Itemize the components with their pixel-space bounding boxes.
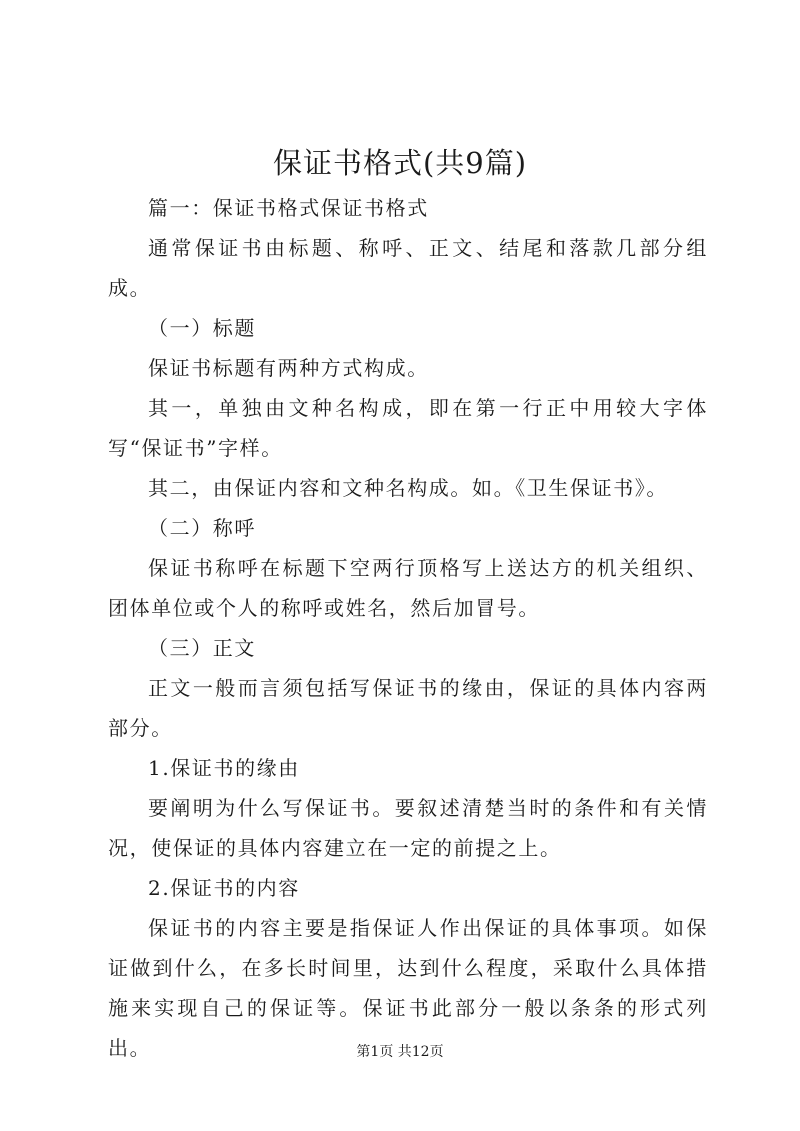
paragraph-salutation: 保证书称呼在标题下空两行顶格写上送达方的机关组织、团体单位或个人的称呼或姓名，然后加冒号。 [108, 556, 708, 620]
paragraph-title-method-one: 其一，单独由文种名构成，即在第一行正中用较大字体写“保证书”字样。 [108, 396, 708, 460]
document-body [108, 188, 708, 1068]
paragraph-body-overview: 正文一般而言须包括写保证书的缘由，保证的具体内容两部分。 [108, 676, 708, 740]
section-heading-body: （三）正文 [148, 636, 256, 660]
page-footer: 第1页 共12页 [356, 1044, 444, 1060]
subheading-content: 2.保证书的内容 [148, 876, 300, 900]
paragraph-reason: 要阐明为什么写保证书。要叙述清楚当时的条件和有关情况，使保证的具体内容建立在一定的前提之上。 [108, 796, 708, 860]
subheading-reason: 1.保证书的缘由 [148, 756, 300, 780]
document-title: 保证书格式(共9篇) [272, 146, 528, 180]
paragraph-chapter-heading: 篇一：保证书格式保证书格式 [148, 196, 429, 220]
paragraph-title-method-two: 其二，由保证内容和文种名构成。如。《卫生保证书》。 [148, 476, 668, 500]
paragraph-intro: 通常保证书由标题、称呼、正文、结尾和落款几部分组成。 [108, 236, 708, 300]
paragraph-title-methods: 保证书标题有两种方式构成。 [148, 356, 429, 380]
section-heading-title: （一）标题 [148, 316, 256, 340]
section-heading-salutation: （二）称呼 [148, 516, 256, 540]
paragraph-content: 保证书的内容主要是指保证人作出保证的具体事项。如保证做到什么，在多长时间里，达到什么程度，采取什么具体措施来实现自己的保证等。保证书此部分一般以条条的形式列出。 [108, 916, 708, 1060]
